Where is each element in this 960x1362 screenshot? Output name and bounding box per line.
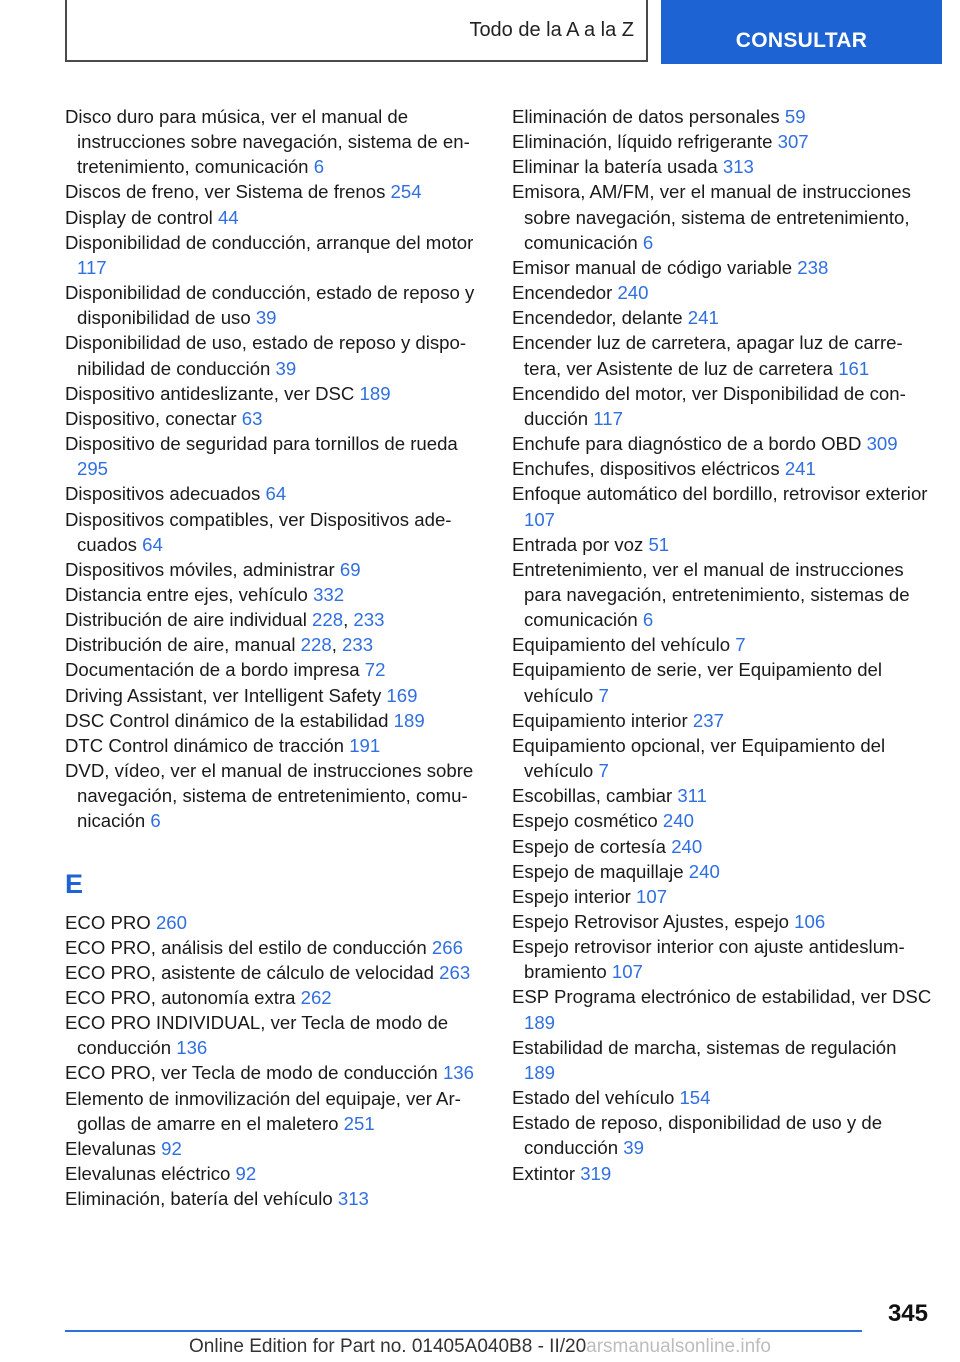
index-entry-text: Elevalunas (65, 1137, 156, 1159)
page-reference-link[interactable]: 313 (722, 156, 754, 178)
page-reference-link[interactable]: 228 (312, 609, 344, 631)
index-entry (512, 909, 932, 934)
index-entry (512, 381, 932, 431)
index-entry-text: Equipamiento del vehículo (512, 634, 731, 656)
page-reference-link[interactable]: 238 (797, 256, 829, 278)
tab-all-a-to-z-label: Todo de la A a la Z (469, 18, 634, 41)
index-entry (512, 532, 932, 557)
index-entry-text: Eliminar la batería usada (512, 156, 718, 178)
index-entry (512, 104, 932, 129)
index-entry (65, 758, 485, 833)
page-reference-link[interactable]: 240 (662, 810, 694, 832)
index-entry-text: ECO PRO, ver Tecla de modo de conducción (65, 1062, 438, 1084)
page-reference-link[interactable]: 6 (642, 231, 654, 253)
index-entry-text: Documentación de a bordo impresa (65, 659, 360, 681)
page-reference-link[interactable]: 254 (390, 181, 422, 203)
index-entry-text: Dispositivo de seguridad para tornillos de rueda (65, 433, 458, 455)
index-entry (65, 960, 485, 985)
page-reference-link[interactable]: 240 (688, 860, 720, 882)
index-column-left (65, 104, 485, 1211)
index-entry (512, 708, 932, 733)
page-reference-link[interactable]: 228 (300, 634, 332, 656)
page-reference-link[interactable]: 136 (176, 1037, 208, 1059)
index-entry-text: Enchufes, dispositivos eléctricos (512, 458, 780, 480)
page-reference-link[interactable]: 233 (353, 609, 385, 631)
index-entry-text: Disponibilidad de conducción, estado de reposo y disponibilidad de uso (65, 282, 475, 329)
index-entry (65, 381, 485, 406)
index-entry (512, 481, 932, 531)
index-entry (512, 834, 932, 859)
index-entry (512, 783, 932, 808)
index-entry-text: Equipamiento opcional, ver Equipamiento del vehículo (512, 734, 886, 782)
index-entry: Distribución de aire, manual 228, 233 (65, 634, 374, 656)
index-entry (65, 910, 485, 935)
index-entry: Distribución de aire individual 228, 233 (65, 609, 385, 631)
index-entry-text: Dispositivos móviles, administrar (65, 558, 335, 580)
page-reference-link[interactable]: 266 (431, 936, 463, 958)
page-reference-link[interactable]: 237 (692, 709, 724, 731)
index-entry (512, 255, 932, 280)
index-entry-text: DVD, vídeo, ver el manual de instrucciones sobre navegación, sistema de entretenimiento, comunicación (65, 760, 474, 832)
page-reference-link[interactable]: 241 (784, 458, 816, 480)
index-entry (512, 859, 932, 884)
index-entry (512, 456, 932, 481)
page-reference-link[interactable]: 233 (342, 634, 374, 656)
page-reference-link[interactable]: 307 (777, 131, 809, 153)
index-entry-text: Espejo Retrovisor Ajustes, espejo (512, 911, 789, 932)
index-entry (512, 934, 932, 984)
index-entry (65, 179, 485, 204)
page-reference-link[interactable]: 69 (339, 558, 361, 580)
page-reference-link[interactable]: 51 (648, 533, 670, 555)
page-reference-link[interactable]: 39 (275, 357, 297, 379)
index-entry (65, 1060, 485, 1085)
index-entry (512, 305, 932, 330)
index-entry (65, 1136, 485, 1161)
index-entry-text: ECO PRO (65, 911, 151, 933)
index-entry (512, 280, 932, 305)
index-entry-text: Estabilidad de marcha, sistemas de regulación (512, 1036, 897, 1058)
page-reference-link[interactable]: 241 (687, 307, 719, 329)
index-entry-text: Dispositivos compatibles, ver Dispositivos adecuados (65, 508, 452, 555)
index-entry-text: DTC Control dinámico de tracción (65, 734, 345, 756)
page-reference-link[interactable]: 169 (386, 684, 418, 706)
page-reference-link[interactable]: 309 (866, 433, 898, 455)
index-entry (65, 733, 485, 758)
index-entry (512, 657, 932, 707)
page-reference-link[interactable]: 251 (343, 1112, 375, 1134)
footer (0, 1336, 960, 1358)
page-reference-link[interactable]: 136 (442, 1062, 474, 1084)
index-entry-text: Dispositivos adecuados (65, 483, 261, 505)
page-reference-link[interactable]: 107 (524, 508, 556, 530)
page-reference-link[interactable]: 117 (77, 256, 107, 278)
index-entry-text: Driving Assistant, ver Intelligent Safety (65, 684, 382, 706)
index-entry-text: Equipamiento interior (512, 709, 688, 731)
page-reference-link[interactable]: 263 (439, 961, 471, 983)
index-entry (512, 1085, 932, 1110)
index-entry-text: Disponibilidad de conducción, arranque del motor (65, 231, 474, 253)
index-entry-text: Emisora, AM/FM, ver el manual de instrucciones sobre navegación, sistema de entretenimiento, comunicación (512, 181, 911, 253)
index-entry-text: Elevalunas eléctrico (65, 1163, 231, 1185)
index-entry-text: Espejo de cortesía (512, 835, 667, 857)
index-entry (512, 330, 932, 380)
index-entry-text: Espejo de maquillaje (512, 860, 684, 882)
page-reference-link[interactable]: 313 (337, 1188, 369, 1210)
page-reference-link[interactable]: 117 (593, 407, 623, 429)
index-entry (512, 129, 932, 154)
index-entry-text: Entretenimiento, ver el manual de instrucciones para navegación, entretenimiento, sistemas de comunicación (512, 558, 910, 631)
index-entry-text: Distribución de aire, manual (65, 634, 296, 656)
index-entry (65, 406, 485, 431)
index-entry-text: Encendido del motor, ver Disponibilidad de conducción (512, 382, 906, 429)
index-entry-text: ESP Programa electrónico de estabilidad, ver DSC (512, 986, 932, 1008)
page-reference-link[interactable]: 319 (580, 1162, 612, 1184)
index-entry (65, 230, 485, 280)
index-entry (65, 657, 485, 682)
page-reference-link[interactable]: 240 (671, 835, 703, 857)
index-entry-text: Disponibilidad de uso, estado de reposo y disponibilidad de conducción (65, 332, 467, 379)
index-entry-text: ECO PRO, asistente de cálculo de velocidad (65, 961, 434, 983)
index-entry-text: Entrada por voz (512, 533, 644, 555)
index-entry (65, 1186, 485, 1211)
section-letter: E (65, 868, 84, 899)
page-reference-link[interactable]: 332 (313, 583, 345, 605)
index-entry (512, 884, 932, 909)
index-entry (65, 985, 485, 1010)
page-reference-link[interactable]: 154 (679, 1087, 711, 1109)
index-entry (65, 280, 485, 330)
footer-watermark: arsmanualsonline.info (586, 1336, 771, 1357)
page-reference-link[interactable]: 7 (598, 684, 609, 706)
page-reference-link[interactable]: 64 (265, 483, 287, 505)
index-entry-text: Enfoque automático del bordillo, retrovisor exterior (512, 483, 928, 505)
index-entry (65, 582, 485, 607)
index-entry-text: Escobillas, cambiar (512, 785, 673, 807)
index-entry-text: Display de control (65, 206, 213, 228)
index-entry (512, 557, 932, 632)
index-entry (65, 481, 485, 506)
page-reference-link[interactable]: 72 (364, 659, 386, 681)
page-reference-link[interactable]: 6 (642, 609, 654, 631)
index-entry-text: Encendedor (512, 282, 613, 304)
index-entry (65, 935, 485, 960)
page-reference-link[interactable]: 7 (735, 634, 746, 656)
index-entry-text: Encendedor, delante (512, 307, 683, 329)
page-reference-link[interactable]: 260 (155, 911, 187, 933)
index-entry-text: ECO PRO, análisis del estilo de conducción (65, 936, 427, 958)
index-entry-text: DSC Control dinámico de la estabilidad (65, 709, 389, 731)
index-entry (512, 808, 932, 833)
index-entry-text: Equipamiento de serie, ver Equipamiento del vehículo (512, 659, 883, 706)
page-reference-link[interactable]: 107 (636, 885, 668, 907)
page-reference-link[interactable]: 262 (300, 987, 332, 1008)
page-reference-link[interactable]: 107 (611, 961, 643, 983)
index-entry-text: Discos de freno, ver Sistema de frenos (65, 181, 386, 203)
index-entry-text: Dispositivo antideslizante, ver DSC (65, 382, 355, 404)
index-entry-text: Enchufe para diagnóstico de a bordo OBD (512, 433, 862, 455)
index-entry (512, 1035, 932, 1085)
page-reference-link[interactable]: 64 (142, 533, 163, 555)
page-reference-link[interactable]: 311 (677, 785, 707, 807)
index-entry (65, 1010, 485, 1060)
page-reference-link[interactable]: 39 (623, 1137, 644, 1159)
tab-all-a-to-z[interactable] (65, 0, 648, 62)
page-reference-link[interactable]: 189 (393, 709, 425, 731)
index-entry-text: Extintor (512, 1162, 576, 1184)
page-reference-link[interactable]: 92 (235, 1163, 257, 1185)
index-entry (512, 632, 932, 657)
index-entry (512, 1161, 932, 1186)
page-reference-link[interactable]: 7 (598, 760, 609, 782)
page-reference-link[interactable]: 191 (349, 734, 381, 756)
index-entry-text: Estado de reposo, disponibilidad de uso y de conducción (512, 1112, 883, 1159)
index-entry (65, 1161, 485, 1186)
index-entry (65, 507, 485, 557)
footer-divider (65, 1330, 862, 1332)
page-reference-link[interactable]: 295 (77, 458, 109, 480)
page-reference-link[interactable]: 6 (150, 810, 161, 832)
index-entry-text: Espejo interior (512, 885, 631, 907)
index-entry (65, 205, 485, 230)
index-column-right (512, 104, 932, 1186)
page-reference-link[interactable]: 44 (217, 206, 239, 228)
index-entry (512, 984, 932, 1034)
index-entry (65, 1086, 485, 1136)
index-entry-text: ECO PRO INDIVIDUAL, ver Tecla de modo de conducción (65, 1012, 449, 1059)
page-reference-link[interactable]: 189 (524, 1011, 556, 1033)
index-entry-text: Espejo cosmético (512, 810, 658, 832)
index-entry (65, 708, 485, 733)
page-number: 345 (887, 1300, 928, 1327)
index-entry (65, 330, 485, 380)
page-reference-link[interactable]: 161 (838, 357, 870, 379)
page-reference-link[interactable]: 240 (617, 282, 649, 304)
index-entry-text: Eliminación, líquido refrigerante (512, 131, 773, 153)
index-entry (65, 104, 485, 179)
page-reference-link[interactable]: 6 (313, 156, 325, 178)
page-reference-link[interactable]: 63 (241, 407, 263, 429)
index-entry-text: Elemento de inmovilización del equipaje, ver Argollas de amarre en el maletero (65, 1087, 461, 1134)
page-reference-link[interactable]: 189 (359, 382, 391, 404)
index-entry (65, 431, 485, 481)
index-entry (512, 431, 932, 456)
page-reference-link[interactable]: 189 (524, 1061, 556, 1083)
index-entry (65, 557, 485, 582)
tab-consult-label: CONSULTAR (735, 29, 868, 52)
index-entry-text: Dispositivo, conectar (65, 407, 237, 429)
index-entry-text: Emisor manual de código variable (512, 256, 793, 278)
tab-consult[interactable] (661, 0, 942, 64)
page-reference-link[interactable]: 106 (794, 911, 826, 932)
page-reference-link[interactable]: 39 (255, 307, 277, 329)
index-entry (512, 179, 932, 254)
page-reference-link[interactable]: 59 (784, 106, 806, 127)
index-entry-text: Distribución de aire individual (65, 609, 307, 631)
index-entry (65, 683, 485, 708)
index-entry-text: Encender luz de carretera, apagar luz de carretera, ver Asistente de luz de carretera (512, 332, 903, 379)
index-entry (512, 733, 932, 783)
index-entry (512, 1110, 932, 1160)
index-entry-text: Eliminación, batería del vehículo (65, 1188, 333, 1210)
index-entry (512, 154, 932, 179)
index-entry-text: Eliminación de datos personales (512, 106, 780, 127)
page-reference-link[interactable]: 92 (161, 1137, 182, 1159)
index-entry-text: Distancia entre ejes, vehículo (65, 583, 308, 605)
footer-edition-text: Online Edition for Part no. 01405A040B8 - II/20 (189, 1336, 587, 1357)
index-entry-text: Disco duro para música, ver el manual de instrucciones sobre navegación, sistema de entretenimiento, comunicación (65, 106, 470, 178)
index-entry-text: Estado del vehículo (512, 1087, 675, 1109)
index-entry-text: ECO PRO, autonomía extra (65, 987, 296, 1008)
index-entry-text: Espejo retrovisor interior con ajuste antideslumbramiento (512, 936, 905, 983)
